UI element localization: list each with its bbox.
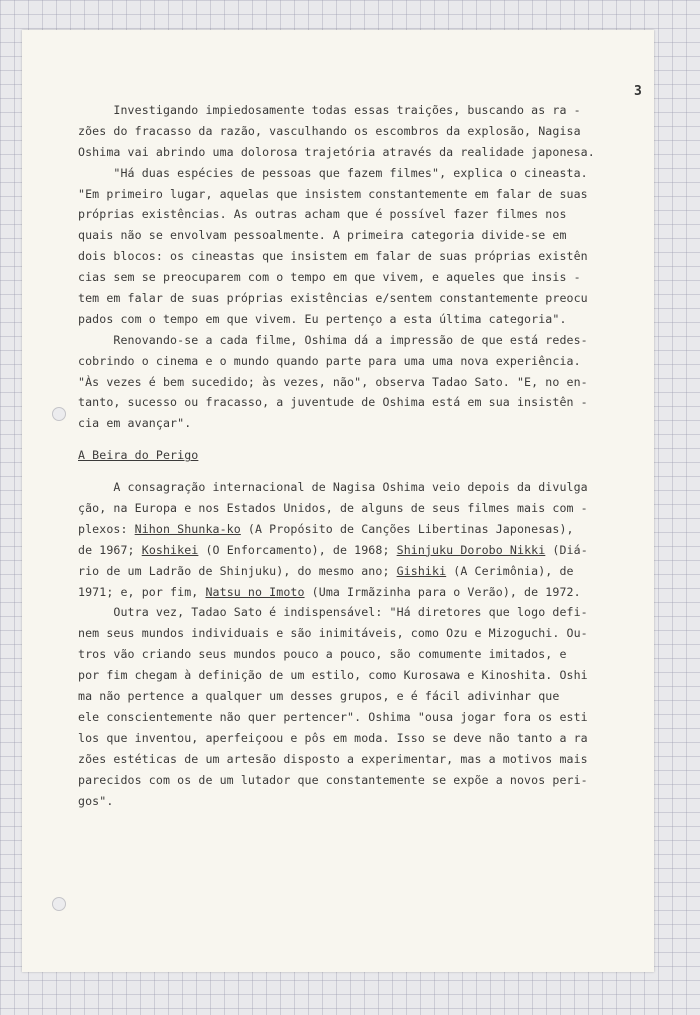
film-title-koshikei: Koshikei	[141, 542, 199, 557]
text-line: dois blocos: os cineastas que insistem em falar de suas próprias existên	[78, 249, 588, 264]
text-line: pados com o tempo em que vivem. Eu pertenço a esta última categoria".	[78, 311, 567, 326]
section-heading: A Beira do Perigo	[78, 448, 199, 463]
paragraph-5	[78, 602, 638, 811]
paragraph-4	[78, 477, 638, 602]
film-title-natsu-no-imoto: Natsu no Imoto	[205, 584, 305, 599]
film-title-gishiki: Gishiki	[396, 563, 447, 578]
text-line: "Há duas espécies de pessoas que fazem filmes", explica o cineasta.	[78, 165, 588, 180]
text-line: por fim chegam à definição de um estilo, como Kurosawa e Kinoshita. Oshi	[78, 668, 588, 683]
text-line: tanto, sucesso ou fracasso, a juventude de Oshima está em sua insistên -	[78, 395, 588, 410]
text-line: Investigando impiedosamente todas essas traições, buscando as ra -	[78, 103, 581, 117]
text-line: parecidos com os de um lutador que constantemente se expõe a novos peri-	[78, 772, 588, 787]
punch-hole-bottom	[52, 897, 66, 911]
film-title-nihon-shunka-ko: Nihon Shunka-ko	[134, 521, 241, 536]
text-line: próprias existências. As outras acham que é possível fazer filmes nos	[78, 207, 567, 222]
text-line: Outra vez, Tadao Sato é indispensável: "Há diretores que logo defi-	[78, 605, 588, 620]
text-line: cias sem se preocuparem com o tempo em que vivem, e aqueles que insis -	[78, 270, 581, 285]
text-line: Oshima vai abrindo uma dolorosa trajetória através da realidade japonesa.	[78, 144, 595, 159]
text-line: "Em primeiro lugar, aquelas que insistem constantemente em falar de suas	[78, 186, 588, 201]
film-title-shinjuku-dorobo-nikki: Shinjuku Dorobo Nikki	[396, 542, 546, 557]
text-line: ma não pertence a qualquer um desses grupos, e é fácil adivinhar que	[78, 689, 560, 704]
text-line: 1971; e, por fim, Natsu no Imoto (Uma Irmãzinha para o Verão), de 1972.	[78, 584, 581, 599]
text-line: rio de um Ladrão de Shinjuku), do mesmo ano; Gishiki (A Cerimônia), de	[78, 563, 574, 578]
text-line: A consagração internacional de Nagisa Oshima veio depois da divulga	[78, 480, 588, 495]
text-line: ele conscientemente não quer pertencer". Oshima "ousa jogar fora os esti	[78, 709, 588, 724]
text-line: gos".	[78, 793, 114, 808]
page-number: 3	[634, 84, 642, 99]
text-line: "Às vezes é bem sucedido; às vezes, não", observa Tadao Sato. "E, no en-	[78, 374, 588, 389]
text-line: nem seus mundos individuais e são inimitáveis, como Ozu e Mizoguchi. Ou-	[78, 626, 588, 641]
text-line: tem em falar de suas próprias existências e/sentem constantemente preocu	[78, 291, 588, 306]
paragraph-2	[78, 163, 638, 330]
text-line: plexos: Nihon Shunka-ko (A Propósito de Canções Libertinas Japonesas),	[78, 521, 574, 536]
text-line: quais não se envolvam pessoalmente. A primeira categoria divide-se em	[78, 228, 567, 243]
text-line: tros vão criando seus mundos pouco a pouco, são comumente imitados, e	[78, 647, 567, 662]
text-line: Renovando-se a cada filme, Oshima dá a impressão de que está redes-	[78, 332, 588, 347]
punch-hole-top	[52, 407, 66, 421]
text-line: ção, na Europa e nos Estados Unidos, de alguns de seus filmes mais com -	[78, 501, 588, 516]
text-line: cia em avançar".	[78, 416, 192, 431]
text-line: de 1967; Koshikei (O Enforcamento), de 1968; Shinjuku Dorobo Nikki (Diá-	[78, 542, 588, 557]
paragraph-1	[78, 100, 638, 163]
text-line: zões estéticas de um artesão disposto a experimentar, mas a motivos mais	[78, 751, 588, 766]
text-line: los que inventou, aperfeiçoou e pôs em moda. Isso se deve não tanto a ra	[78, 730, 588, 745]
paragraph-3	[78, 330, 638, 434]
document-body	[78, 100, 638, 811]
text-line: cobrindo o cinema e o mundo quando parte para uma uma nova experiência.	[78, 353, 581, 368]
text-line: zões do fracasso da razão, vasculhando os escombros da explosão, Nagisa	[78, 123, 581, 138]
